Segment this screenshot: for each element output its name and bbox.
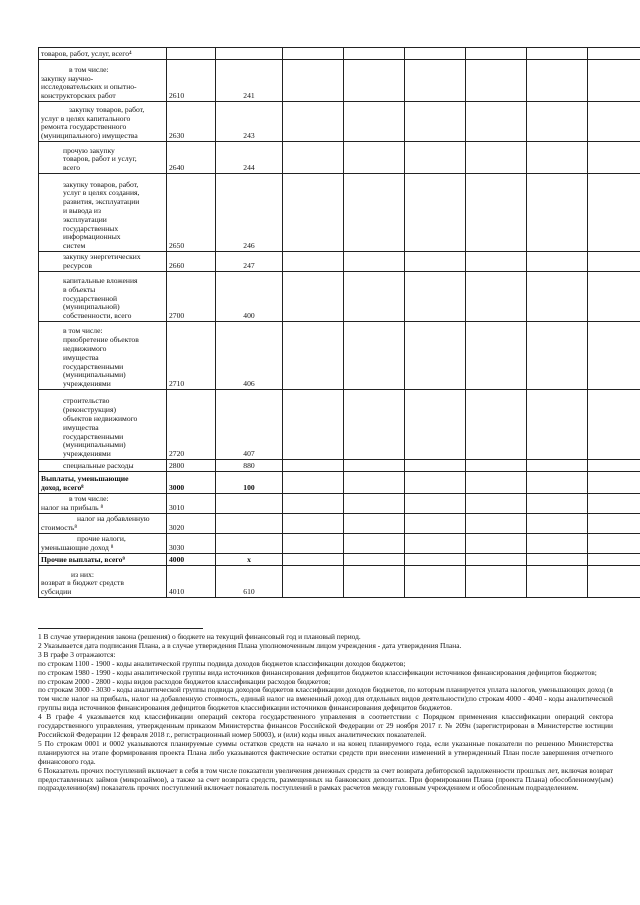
row-kbk-cell: 100 bbox=[216, 472, 283, 494]
empty-value-cell bbox=[588, 142, 640, 174]
empty-value-cell bbox=[588, 460, 640, 472]
empty-value-cell bbox=[344, 472, 405, 494]
empty-value-cell bbox=[344, 142, 405, 174]
row-kbk-cell: 406 bbox=[216, 322, 283, 390]
empty-value-cell bbox=[405, 174, 466, 252]
empty-value-cell bbox=[588, 554, 640, 566]
row-code-cell: 2630 bbox=[167, 102, 216, 142]
footnote-paragraph: по строкам 2000 - 2800 - коды видов расходов бюджетов классификации расходов бюджетов; bbox=[38, 676, 331, 686]
empty-value-cell bbox=[588, 272, 640, 322]
empty-value-cell bbox=[344, 390, 405, 460]
row-name-cell: прочие налоги, уменьшающие доход ⁸ bbox=[39, 534, 167, 554]
row-code-cell: 2710 bbox=[167, 322, 216, 390]
empty-value-cell bbox=[527, 48, 588, 60]
empty-value-cell bbox=[283, 142, 344, 174]
empty-value-cell bbox=[588, 174, 640, 252]
row-code-cell: 2720 bbox=[167, 390, 216, 460]
empty-value-cell bbox=[527, 174, 588, 252]
row-name-cell: закупку товаров, работ, услуг в целях создания, развития, эксплуатации и вывода из эксплуатации государственных информационных систем bbox=[39, 174, 167, 252]
empty-value-cell bbox=[466, 322, 527, 390]
row-kbk-cell: 243 bbox=[216, 102, 283, 142]
empty-value-cell bbox=[527, 566, 588, 598]
empty-value-cell bbox=[466, 390, 527, 460]
table-row bbox=[39, 174, 640, 252]
empty-value-cell bbox=[527, 272, 588, 322]
row-kbk-cell bbox=[216, 534, 283, 554]
empty-value-cell bbox=[588, 322, 640, 390]
empty-value-cell bbox=[466, 514, 527, 534]
table-row bbox=[39, 60, 640, 102]
footnote-paragraph: по строкам 3000 - 3030 - коды аналитической группы подвида доходов бюджетов классификации доходов бюджетов, по которым планируется уплата налогов, уменьшающих доход (в том числе налог на прибыль, налог на добавленную стоимость, единый налог на вмененный доход для отдельных видов деятельности);по строкам 4000 - 4040 - коды аналитической группы вида источников финансирования дефицитов бюджетов классификации источников финансирования дефицитов бюджетов. bbox=[38, 685, 613, 713]
empty-value-cell bbox=[466, 102, 527, 142]
empty-value-cell bbox=[283, 272, 344, 322]
table-row bbox=[39, 534, 640, 554]
table-row bbox=[39, 460, 640, 472]
row-kbk-cell bbox=[216, 514, 283, 534]
empty-value-cell bbox=[466, 272, 527, 322]
empty-value-cell bbox=[344, 514, 405, 534]
empty-value-cell bbox=[588, 390, 640, 460]
row-name-cell: Прочие выплаты, всего⁹ bbox=[39, 554, 167, 566]
table-row bbox=[39, 514, 640, 534]
row-kbk-cell: x bbox=[216, 554, 283, 566]
row-name-cell: налог на добавленную стоимость⁸ bbox=[39, 514, 167, 534]
empty-value-cell bbox=[344, 534, 405, 554]
row-code-cell: 3000 bbox=[167, 472, 216, 494]
empty-value-cell bbox=[283, 60, 344, 102]
footnotes bbox=[38, 633, 613, 793]
empty-value-cell bbox=[283, 252, 344, 272]
empty-value-cell bbox=[283, 566, 344, 598]
row-code-cell: 4000 bbox=[167, 554, 216, 566]
empty-value-cell bbox=[466, 60, 527, 102]
empty-value-cell bbox=[405, 252, 466, 272]
empty-value-cell bbox=[344, 460, 405, 472]
row-name-cell: в том числе: налог на прибыль ⁸ bbox=[39, 494, 167, 514]
empty-value-cell bbox=[466, 48, 527, 60]
empty-value-cell bbox=[527, 390, 588, 460]
plan-table bbox=[38, 47, 640, 598]
empty-value-cell bbox=[344, 252, 405, 272]
footnote-paragraph: по строкам 1980 - 1990 - коды аналитической группы вида источников финансирования дефицитов бюджетов классификации источников финансирования дефицитов бюджетов; bbox=[38, 667, 597, 677]
row-code-cell: 2650 bbox=[167, 174, 216, 252]
empty-value-cell bbox=[283, 472, 344, 494]
footnote-separator bbox=[38, 628, 203, 629]
row-code-cell: 2640 bbox=[167, 142, 216, 174]
empty-value-cell bbox=[283, 554, 344, 566]
table-row bbox=[39, 102, 640, 142]
row-name-cell: в том числе: закупку научно- исследовательских и опытно- конструкторских работ bbox=[39, 60, 167, 102]
empty-value-cell bbox=[405, 460, 466, 472]
empty-value-cell bbox=[466, 252, 527, 272]
row-name-cell: закупку энергетических ресурсов bbox=[39, 252, 167, 272]
footnote-paragraph: 5 По строкам 0001 и 0002 указываются планируемые суммы остатков средств на начало и на конец планируемого года, если указанные показатели по решению Министерства планируются на этапе формирования проекта Плана либо указываются фактические остатки средств при внесении изменений в утвержденный План после завершения отчетного финансового года. bbox=[38, 738, 613, 766]
empty-value-cell bbox=[466, 174, 527, 252]
empty-value-cell bbox=[527, 514, 588, 534]
empty-value-cell bbox=[466, 494, 527, 514]
row-name-cell: закупку товаров, работ, услуг в целях капитального ремонта государственного (муниципального) имущества bbox=[39, 102, 167, 142]
table-row bbox=[39, 322, 640, 390]
empty-value-cell bbox=[344, 322, 405, 390]
empty-value-cell bbox=[466, 460, 527, 472]
empty-value-cell bbox=[283, 534, 344, 554]
empty-value-cell bbox=[588, 566, 640, 598]
row-kbk-cell bbox=[216, 494, 283, 514]
empty-value-cell bbox=[405, 514, 466, 534]
row-code-cell: 2800 bbox=[167, 460, 216, 472]
empty-value-cell bbox=[344, 102, 405, 142]
footnote-paragraph: по строкам 1100 - 1900 - коды аналитической группы подвида доходов бюджетов классификации доходов бюджетов; bbox=[38, 658, 406, 668]
empty-value-cell bbox=[588, 514, 640, 534]
table-row bbox=[39, 142, 640, 174]
empty-value-cell bbox=[527, 102, 588, 142]
empty-value-cell bbox=[344, 60, 405, 102]
empty-value-cell bbox=[527, 142, 588, 174]
row-kbk-cell: 400 bbox=[216, 272, 283, 322]
row-kbk-cell: 880 bbox=[216, 460, 283, 472]
empty-value-cell bbox=[405, 272, 466, 322]
empty-value-cell bbox=[344, 566, 405, 598]
row-name-cell: прочую закупку товаров, работ и услуг, всего bbox=[39, 142, 167, 174]
row-code-cell: 2700 bbox=[167, 272, 216, 322]
empty-value-cell bbox=[405, 102, 466, 142]
empty-value-cell bbox=[283, 390, 344, 460]
footnote-paragraph: 4 В графе 4 указывается код классификации операций сектора государственного управления в соответствии с Порядком применения классификации операций сектора государственного управления, утвержденным приказом Министерства финансов Российской Федерации от 29 ноября 2017 г. № 209н (зарегистрирован в Министерстве юстиции Российской Федерации 12 февраля 2018 г., регистрационный номер 50003), и (или) коды иных аналитических показателей. bbox=[38, 712, 613, 739]
table-row bbox=[39, 252, 640, 272]
row-kbk-cell: 610 bbox=[216, 566, 283, 598]
empty-value-cell bbox=[283, 322, 344, 390]
row-code-cell: 2610 bbox=[167, 60, 216, 102]
empty-value-cell bbox=[344, 48, 405, 60]
empty-value-cell bbox=[588, 48, 640, 60]
row-code-cell: 3020 bbox=[167, 514, 216, 534]
empty-value-cell bbox=[283, 102, 344, 142]
row-name-cell: строительство (реконструкция) объектов недвижимого имущества государственными (муниципальными) учреждениями bbox=[39, 390, 167, 460]
empty-value-cell bbox=[405, 566, 466, 598]
footnote-paragraph: 2 Указывается дата подписания Плана, а в случае утверждения Плана уполномоченным лицом учреждения - дата утверждения Плана. bbox=[38, 640, 462, 650]
empty-value-cell bbox=[405, 534, 466, 554]
table-row bbox=[39, 390, 640, 460]
empty-value-cell bbox=[527, 460, 588, 472]
empty-value-cell bbox=[466, 554, 527, 566]
empty-value-cell bbox=[527, 322, 588, 390]
empty-value-cell bbox=[588, 534, 640, 554]
empty-value-cell bbox=[283, 514, 344, 534]
empty-value-cell bbox=[588, 472, 640, 494]
empty-value-cell bbox=[527, 472, 588, 494]
empty-value-cell bbox=[344, 272, 405, 322]
empty-value-cell bbox=[405, 554, 466, 566]
empty-value-cell bbox=[588, 252, 640, 272]
row-name-cell: товаров, работ, услуг, всего⁴ bbox=[39, 48, 167, 60]
empty-value-cell bbox=[344, 554, 405, 566]
row-name-cell: капитальные вложения в объекты государственной (муниципальной) собственности, всего bbox=[39, 272, 167, 322]
row-kbk-cell: 247 bbox=[216, 252, 283, 272]
empty-value-cell bbox=[405, 494, 466, 514]
row-name-cell: в том числе: приобретение объектов недвижимого имущества государственными (муниципальными) учреждениями bbox=[39, 322, 167, 390]
empty-value-cell bbox=[527, 534, 588, 554]
empty-value-cell bbox=[344, 494, 405, 514]
empty-value-cell bbox=[466, 472, 527, 494]
empty-value-cell bbox=[405, 390, 466, 460]
empty-value-cell bbox=[588, 60, 640, 102]
empty-value-cell bbox=[405, 142, 466, 174]
empty-value-cell bbox=[466, 566, 527, 598]
row-kbk-cell: 244 bbox=[216, 142, 283, 174]
empty-value-cell bbox=[283, 48, 344, 60]
row-name-cell: Выплаты, уменьшающие доход, всего⁸ bbox=[39, 472, 167, 494]
row-name-cell: из них: возврат в бюджет средств субсидии bbox=[39, 566, 167, 598]
table-row bbox=[39, 472, 640, 494]
row-kbk-cell: 246 bbox=[216, 174, 283, 252]
row-kbk-cell: 241 bbox=[216, 60, 283, 102]
empty-value-cell bbox=[283, 460, 344, 472]
row-kbk-cell: 407 bbox=[216, 390, 283, 460]
empty-value-cell bbox=[405, 472, 466, 494]
empty-value-cell bbox=[405, 60, 466, 102]
empty-value-cell bbox=[527, 494, 588, 514]
empty-value-cell bbox=[588, 102, 640, 142]
empty-value-cell bbox=[283, 494, 344, 514]
table-row bbox=[39, 494, 640, 514]
empty-value-cell bbox=[283, 174, 344, 252]
row-code-cell: 3030 bbox=[167, 534, 216, 554]
footnote-paragraph: 1 В случае утверждения закона (решения) о бюджете на текущий финансовый год и плановый период. bbox=[38, 632, 361, 641]
table-row bbox=[39, 272, 640, 322]
empty-value-cell bbox=[344, 174, 405, 252]
row-code-cell: 4010 bbox=[167, 566, 216, 598]
row-name-cell: специальные расходы bbox=[39, 460, 167, 472]
empty-value-cell bbox=[466, 142, 527, 174]
plan-table-body bbox=[39, 48, 640, 598]
footnote-paragraph: 3 В графе 3 отражаются: bbox=[38, 649, 116, 659]
empty-value-cell bbox=[588, 494, 640, 514]
empty-value-cell bbox=[405, 322, 466, 390]
table-row bbox=[39, 554, 640, 566]
empty-value-cell bbox=[527, 554, 588, 566]
empty-value-cell bbox=[527, 252, 588, 272]
table-row bbox=[39, 566, 640, 598]
empty-value-cell bbox=[527, 60, 588, 102]
row-code-cell: 3010 bbox=[167, 494, 216, 514]
empty-value-cell bbox=[466, 534, 527, 554]
row-code-cell: 2660 bbox=[167, 252, 216, 272]
footnote-paragraph: 6 Показатель прочих поступлений включает в себя в том числе показатели увеличения денежных средств за счет возврата дебиторской задолженности прошлых лет, включая возврат предоставленных займов (микрозаймов), а также за счет возврата средств, размещенных на банковских депозитах. При формировании Плана (проекта Плана) обособленному(ым) подразделению(ям) показатель прочих поступлений включает показатель поступлений в рамках расчетов между головным учреждением и обособленным подразделением. bbox=[38, 765, 613, 793]
row-kbk-cell bbox=[216, 48, 283, 60]
empty-value-cell bbox=[405, 48, 466, 60]
row-code-cell bbox=[167, 48, 216, 60]
table-row bbox=[39, 48, 640, 60]
